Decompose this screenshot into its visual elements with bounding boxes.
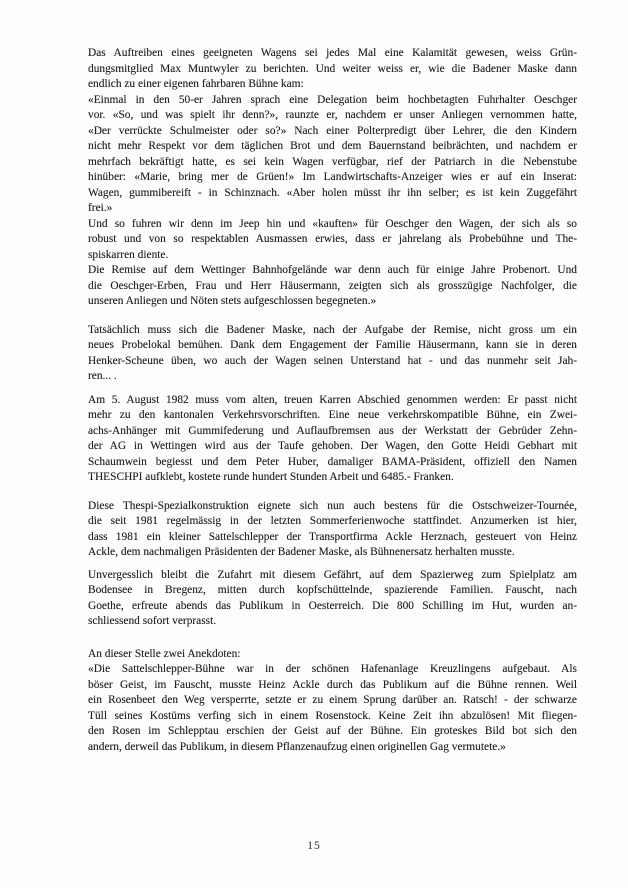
- text-line: Wagen, gummibereift - in Schinznach. «Aber holen müsst ihr ihn selber; es ist kein Zuggefährt: [88, 186, 577, 199]
- paragraph-1: [88, 46, 577, 310]
- text-line: dungsmitglied Max Muntwyler zu berichten. Und weiter weiss er, wie die Badener Maske dann: [88, 62, 577, 75]
- text-line: die Oeschger-Erben, Frau und Herr Häusermann, zeigten sich als grosszügige Nachfolger, die: [88, 279, 577, 292]
- text-line: «Die Sattelschlepper-Bühne war in der schönen Hafenanlage Kreuzlingens aufgebaut. Als: [88, 663, 577, 675]
- text-line: Unvergesslich bleibt die Zufahrt mit diesem Gefährt, auf dem Spazierweg zum Spielplatz am: [88, 568, 577, 581]
- page-number: 15: [307, 840, 321, 852]
- text-line: neues Probelokal bemühen. Dank dem Engagement der Familie Häusermann, kann sie in deren: [88, 339, 577, 351]
- paragraph-6: [88, 647, 577, 756]
- text-line: Das Auftreiben eines geeigneten Wagens sei jedes Mal eine Kalamität gewesen, weiss Grün-: [88, 47, 577, 59]
- text-line: Die Remise auf dem Wettinger Bahnhofgelände war denn auch für einige Jahre Probenort. Und: [88, 264, 577, 276]
- text-line: mehrfach bekräftigt hatte, es sei kein Wagen verfügbar, rief der Patriarch in die Nebenstube: [88, 155, 577, 168]
- text-line: spiskarren diente.: [88, 248, 169, 261]
- text-line: endlich zu einer eigenen fahrbaren Bühne kam:: [88, 78, 304, 90]
- text-line: An dieser Stelle zwei Anekdoten:: [88, 647, 241, 660]
- text-line: frei.»: [88, 202, 113, 214]
- page-body: [88, 46, 577, 755]
- text-line: Und so fuhren wir denn im Jeep hin und «kauften» für Oeschger den Wagen, der sich als so: [88, 217, 577, 230]
- text-line: ren... .: [88, 370, 117, 382]
- text-line: achs-Anhänger mit Gummifederung und Auflaufbremsen aus der Werkstatt der Gebrüder Zehn-: [88, 424, 577, 437]
- text-line: robust und von so respektablen Ausmassen erwies, dass er jahrelang als Probebühne und The-: [88, 233, 577, 245]
- text-line: «Der verrückte Schulmeister oder so?» Nach einer Polterpredigt über Lehrer, die den Kindern: [88, 124, 577, 137]
- text-line: böser Geist, im Fauscht, musste Heinz Ackle durch das Publikum auf die Bühne rennen. Weil: [88, 678, 577, 691]
- text-line: Schaumwein begiesst und dem Peter Huber, damaliger BAMA-Präsident, offiziell den Namen: [88, 455, 577, 468]
- paragraph-5: [88, 568, 577, 630]
- text-line: Am 5. August 1982 muss vom alten, treuen Karren Abschied genommen werden: Er passt nicht: [88, 393, 577, 406]
- text-line: unseren Anliegen und Nöten stets aufgeschlossen begegneten.»: [88, 295, 377, 307]
- text-line: den Rosen im Schlepptau erschien der Geist auf der Bühne. Ein groteskes Bild bot sich den: [88, 725, 577, 737]
- text-line: Bodensee in Bregenz, mitten durch kopfschüttelnde, spazierende Familien. Fauscht, nach: [88, 584, 577, 596]
- text-line: Diese Thespi-Spezialkonstruktion eignete sich nun auch bestens für die Ostschweizer-Tournée,: [88, 499, 577, 512]
- text-line: Goethe, erfreute abends das Publikum in Oesterreich. Die 800 Schilling im Hut, wurden an-: [88, 599, 577, 612]
- text-line: Tatsächlich muss sich die Badener Maske, nach der Aufgabe der Remise, nicht gross um ein: [88, 323, 577, 336]
- text-line: dass 1981 ein kleiner Sattelschlepper der Transportfirma Ackle Herznach, gesteuert von Heinz: [88, 530, 577, 543]
- text-line: schliessend sofort verprasst.: [88, 615, 217, 627]
- paragraph-4: [88, 499, 577, 561]
- text-line: der AG in Wettingen wird aus der Taufe gehoben. Der Wagen, den Gotte Heidi Gebhart mit: [88, 440, 577, 452]
- text-line: andern, derweil das Publikum, in diesem Pflanzenaufzug einen originellen Gag vermutete.»: [88, 740, 506, 753]
- text-line: «Einmal in den 50-er Jahren sprach eine Delegation beim hochbetagten Fuhrhalter Oeschger: [88, 93, 577, 106]
- text-line: Ackle, dem nachmaligen Präsidenten der Badener Maske, als Bühnenersatz herhalten musste.: [88, 546, 515, 558]
- text-line: mehr zu den kantonalen Verkehrsvorschriften. Eine neue verkehrskompatible Bühne, ein Zwei-: [88, 409, 577, 421]
- paragraph-3: [88, 393, 577, 486]
- text-line: vor. «So, und was spielt ihr denn?», raunzte er, nachdem er unser Anliegen vernommen hatte,: [88, 109, 577, 121]
- text-line: Henker-Scheune üben, wo auch der Wagen seinen Unterstand hat - und das nunmehr seit Jah-: [88, 354, 577, 367]
- text-line: nicht mehr Respekt vor dem täglichen Brot und dem Bauernstand beibrächten, und nachdem er: [88, 140, 577, 152]
- text-line: hinüber: «Marie, bring mer de Grüen!» Im Landwirtschafts-Anzeiger wies er auf ein Inserat:: [88, 171, 577, 183]
- text-line: ein Rosenbeet den Weg versperrte, setzte er zu einem Sprung darüber an. Ratsch! - der schwarze: [88, 694, 577, 706]
- text-line: die seit 1981 regelmässig in der letzten Sommerferienwoche stattfindet. Anzumerken ist hier,: [88, 515, 577, 527]
- text-line: THESCHPI aufklebt, kostete runde hundert Stunden Arbeit und 6485.- Franken.: [88, 471, 454, 483]
- text-line: Tüll seines Kostüms verfing sich in einem Rosenstock. Keine Zeit ihn abzulösen! Mit fliegen-: [88, 709, 577, 722]
- paragraph-2: [88, 323, 577, 385]
